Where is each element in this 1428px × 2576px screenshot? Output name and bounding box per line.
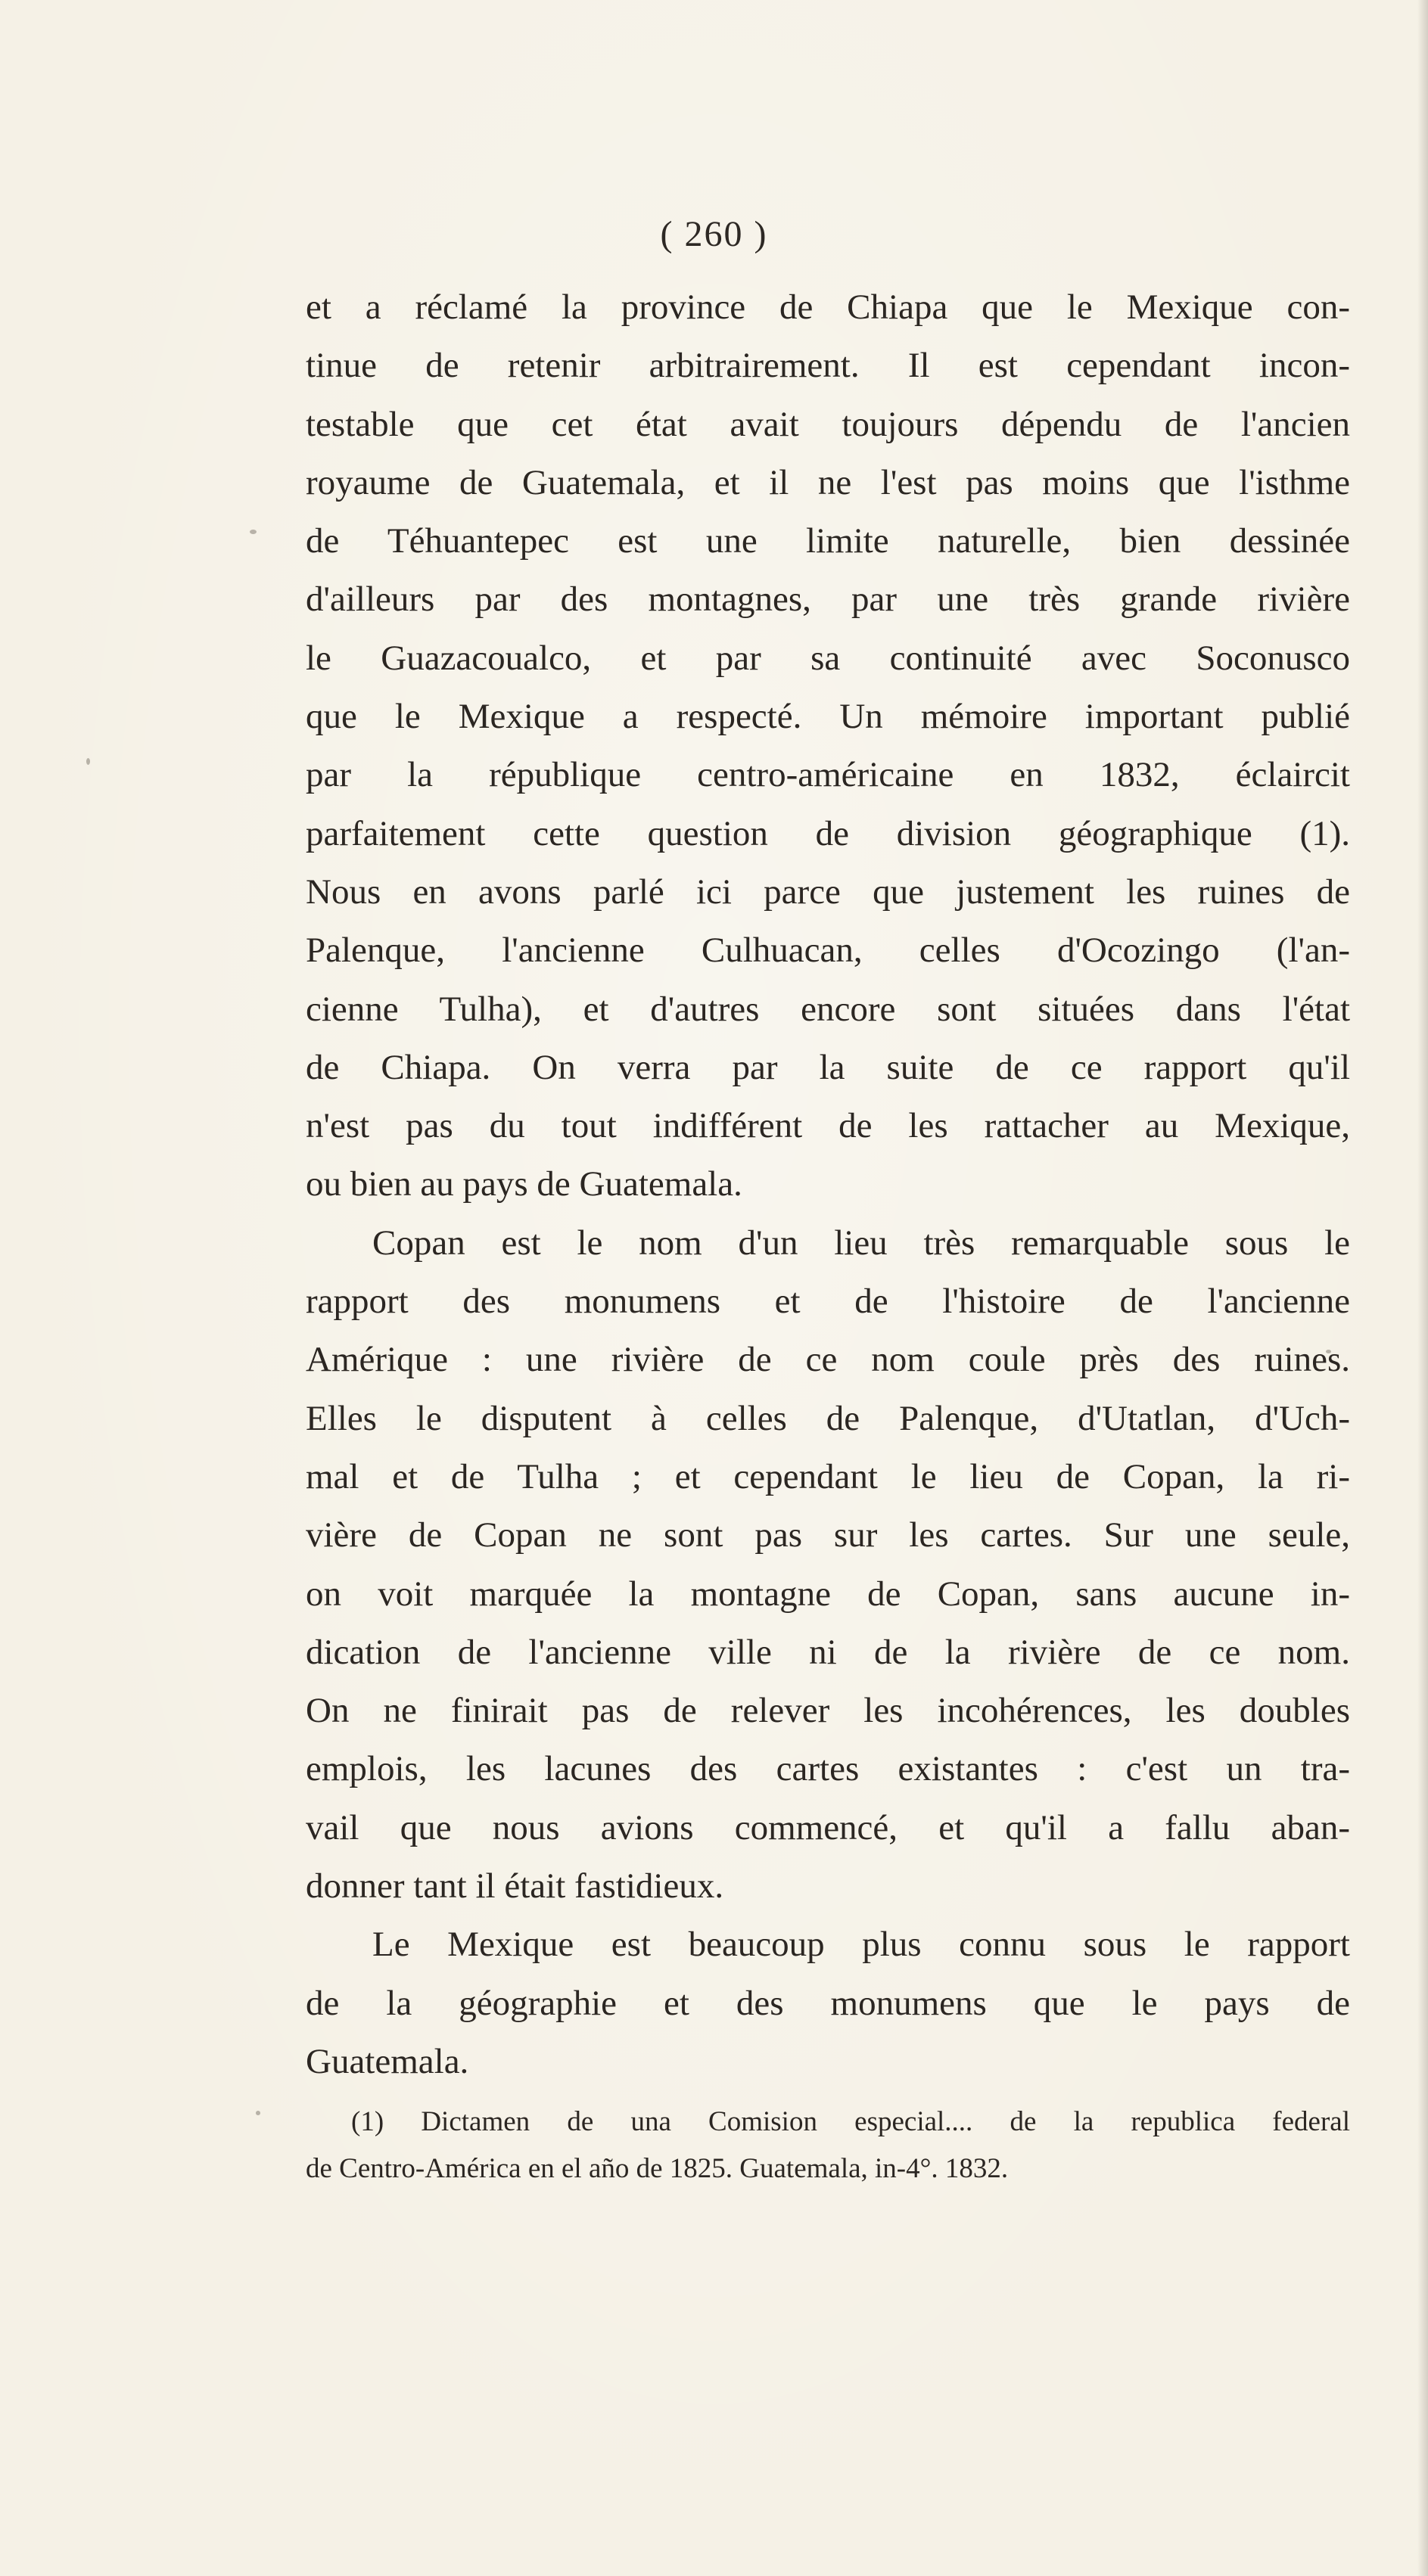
text-line: vière de Copan ne sont pas sur les cartes. Sur une seule,: [306, 1515, 1350, 1555]
paper-speck: [1326, 1350, 1331, 1353]
page-edge-shadow: [1417, 0, 1428, 2576]
paper-speck: [86, 758, 90, 765]
text-line: royaume de Guatemala, et il ne l'est pas moins que l'isthme: [306, 462, 1350, 502]
text-line: et a réclamé la province de Chiapa que le Mexique con-: [306, 287, 1350, 327]
text-line: tinue de retenir arbitrairement. Il est cependant incon-: [306, 346, 1350, 386]
text-line: on voit marquée la montagne de Copan, sans aucune in-: [306, 1574, 1350, 1614]
text-line: de la géographie et des monumens que le pays de: [306, 1983, 1350, 2023]
footnote-line: de Centro-América en el año de 1825. Guatemala, in-4°. 1832.: [306, 2153, 1009, 2184]
text-line: Le Mexique est beaucoup plus connu sous le rapport: [372, 1925, 1350, 1965]
text-line: n'est pas du tout indifférent de les rattacher au Mexique,: [306, 1106, 1350, 1146]
text-line: dication de l'ancienne ville ni de la rivière de ce nom.: [306, 1632, 1350, 1672]
text-line: mal et de Tulha ; et cependant le lieu de Copan, la ri-: [306, 1456, 1350, 1496]
text-line: Copan est le nom d'un lieu très remarquable sous le: [372, 1223, 1350, 1263]
text-line: de Téhuantepec est une limite naturelle, bien dessinée: [306, 521, 1350, 561]
text-line: rapport des monumens et de l'histoire de l'ancienne: [306, 1282, 1350, 1322]
text-line: cienne Tulha), et d'autres encore sont situées dans l'état: [306, 989, 1350, 1029]
footnote: [306, 2099, 1350, 2192]
text-line: emplois, les lacunes des cartes existantes : c'est un tra-: [306, 1749, 1350, 1789]
text-line: ou bien au pays de Guatemala.: [306, 1164, 742, 1204]
text-line: On ne finirait pas de relever les incohérences, les doubles: [306, 1691, 1350, 1731]
text-line: Amérique : une rivière de ce nom coule près des ruines.: [306, 1340, 1350, 1380]
body-text: [306, 278, 1350, 2091]
text-line: Elles le disputent à celles de Palenque, d'Utatlan, d'Uch-: [306, 1398, 1350, 1438]
footnote-line: (1) Dictamen de una Comision especial.... de la republica federal: [351, 2106, 1350, 2137]
text-line: de Chiapa. On verra par la suite de ce rapport qu'il: [306, 1047, 1350, 1087]
text-line: par la république centro-américaine en 1832, éclaircit: [306, 755, 1350, 795]
text-line: Guatemala.: [306, 2041, 469, 2081]
text-line: donner tant il était fastidieux.: [306, 1866, 724, 1906]
text-line: vail que nous avions commencé, et qu'il a fallu aban-: [306, 1807, 1350, 1847]
text-line: que le Mexique a respecté. Un mémoire important publié: [306, 697, 1350, 737]
paper-speck: [250, 530, 257, 534]
text-line: Palenque, l'ancienne Culhuacan, celles d'Ocozingo (l'an-: [306, 931, 1350, 971]
page-number: ( 260 ): [660, 214, 768, 254]
text-line: testable que cet état avait toujours dépendu de l'ancien: [306, 404, 1350, 444]
text-line: le Guazacoualco, et par sa continuité avec Soconusco: [306, 638, 1350, 678]
text-line: d'ailleurs par des montagnes, par une très grande rivière: [306, 580, 1350, 620]
text-line: parfaitement cette question de division géographique (1).: [306, 813, 1350, 853]
text-line: Nous en avons parlé ici parce que justement les ruines de: [306, 872, 1350, 912]
paper-speck: [256, 2111, 260, 2115]
